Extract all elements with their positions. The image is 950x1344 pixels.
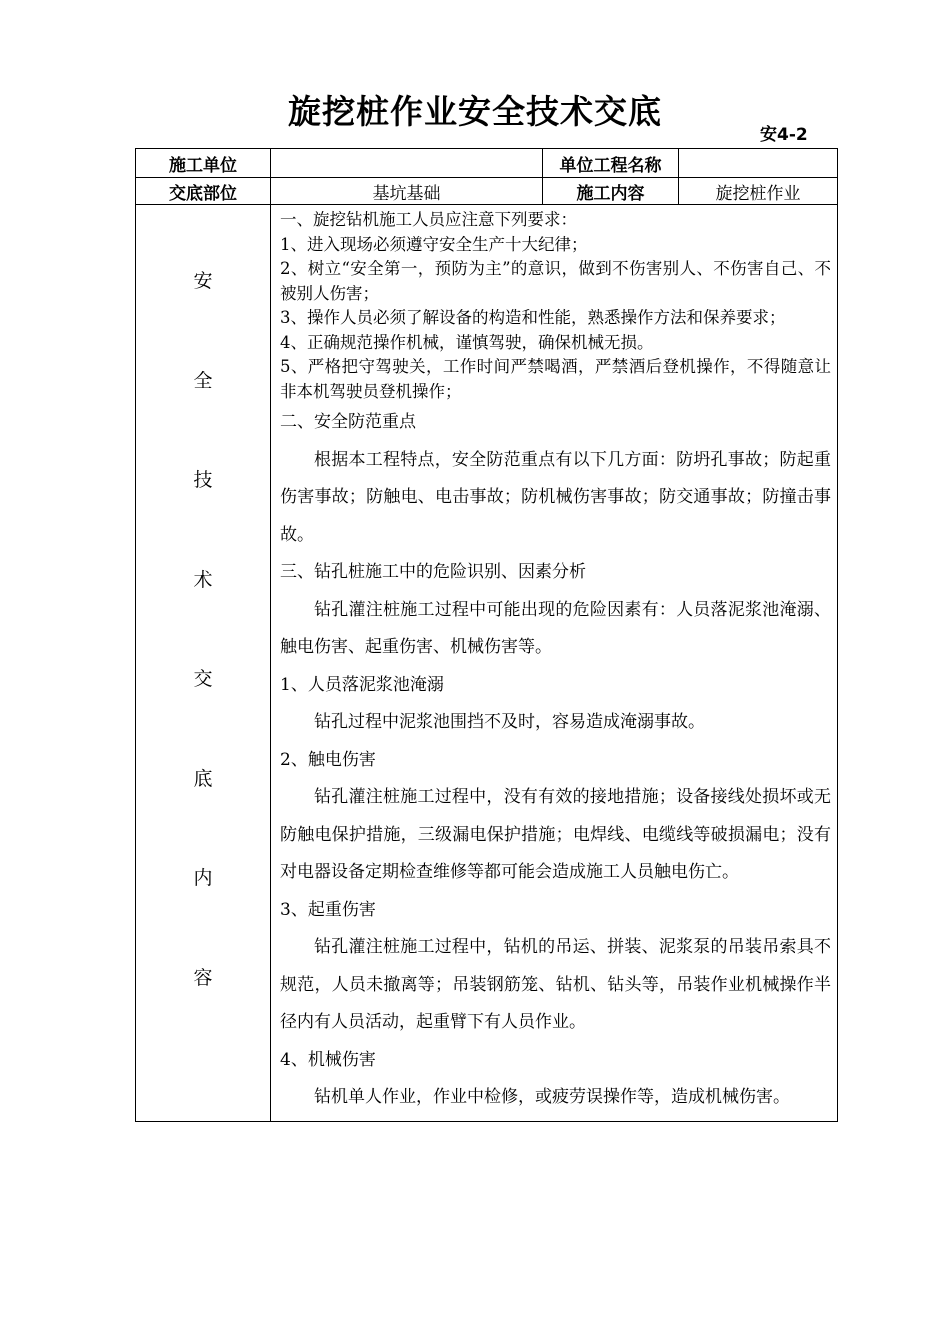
construction-unit-value	[271, 149, 543, 178]
work-content-label: 施工内容	[543, 178, 679, 205]
side-label-char: 交	[193, 668, 213, 690]
content-row	[136, 205, 838, 1122]
section-3-body: 钻孔灌注桩施工过程中可能出现的危险因素有：人员落泥浆池淹溺、触电伤害、起重伤害、机械伤害等。	[280, 599, 831, 657]
side-label-cell	[136, 205, 271, 1122]
section-3-title: 三、钻孔桩施工中的危险识别、因素分析	[280, 562, 586, 582]
side-label-char: 术	[193, 568, 213, 591]
section-1-item: 3、操作人员必须了解设备的构造和性能，熟悉操作方法和保养要求；	[280, 308, 786, 327]
side-label-char: 安	[193, 270, 213, 292]
disclosure-part-label: 交底部位	[136, 178, 271, 205]
project-name-value	[679, 149, 838, 178]
header-row-2	[136, 178, 838, 205]
section-1-title: 一、旋挖钻机施工人员应注意下列要求：	[280, 210, 577, 229]
hazard-4-body: 钻机单人作业，作业中检修，或疲劳误操作等，造成机械伤害。	[314, 1087, 790, 1107]
section-1-item: 5、严格把守驾驶关，工作时间严禁喝酒，严禁酒后登机操作，不得随意让非本机驾驶员登机操作；	[280, 357, 831, 401]
section-1-item: 4、正确规范操作机械，谨慎驾驶，确保机械无损。	[280, 332, 654, 352]
side-label-char: 全	[193, 369, 213, 392]
form-code: 安4-2	[760, 125, 808, 145]
section-2-title: 二、安全防范重点	[280, 412, 416, 432]
hazard-3-body: 钻孔灌注桩施工过程中，钻机的吊运、拼装、泥浆泵的吊装吊索具不规范，人员未撤离等；吊装钢筋笼、钻机、钻头等，吊装作业机械操作半径内有人员活动，起重臂下有人员作业。	[280, 937, 831, 1032]
side-label-char: 底	[193, 767, 213, 790]
hazard-1-title: 1、人员落泥浆池淹溺	[280, 674, 444, 695]
side-label-char: 容	[193, 966, 213, 989]
document-title: 旋挖桩作业安全技术交底	[288, 92, 662, 131]
hazard-4-title: 4、机械伤害	[280, 1049, 376, 1070]
section-2-body: 根据本工程特点，安全防范重点有以下几方面：防坍孔事故；防起重伤害事故；防触电、电击事故；防机械伤害事故；防交通事故；防撞击事故。	[280, 449, 831, 545]
side-label-char: 技	[193, 469, 213, 491]
side-label-char: 内	[193, 867, 213, 889]
hazard-3-title: 3、起重伤害	[280, 899, 376, 920]
hazard-1-body: 钻孔过程中泥浆池围挡不及时，容易造成淹溺事故。	[314, 712, 705, 732]
hazard-2-title: 2、触电伤害	[280, 749, 376, 770]
disclosure-table	[135, 148, 838, 1122]
section-1-item: 1、进入现场必须遵守安全生产十大纪律；	[280, 234, 588, 254]
content-cell	[271, 205, 838, 1122]
hazard-2-body: 钻孔灌注桩施工过程中，没有有效的接地措施；设备接线处损坏或无防触电保护措施，三级漏电保护措施；电焊线、电缆线等破损漏电；没有对电器设备定期检查维修等都可能会造成施工人员触电伤亡。	[280, 787, 831, 882]
section-1-item: 2、树立“安全第一，预防为主”的意识，做到不伤害别人、不伤害自己、不被别人伤害；	[280, 259, 831, 303]
work-content-value: 旋挖桩作业	[679, 178, 838, 205]
construction-unit-label: 施工单位	[136, 149, 271, 178]
disclosure-part-value: 基坑基础	[271, 178, 543, 205]
project-name-label: 单位工程名称	[543, 149, 679, 178]
header-row-1	[136, 149, 838, 178]
